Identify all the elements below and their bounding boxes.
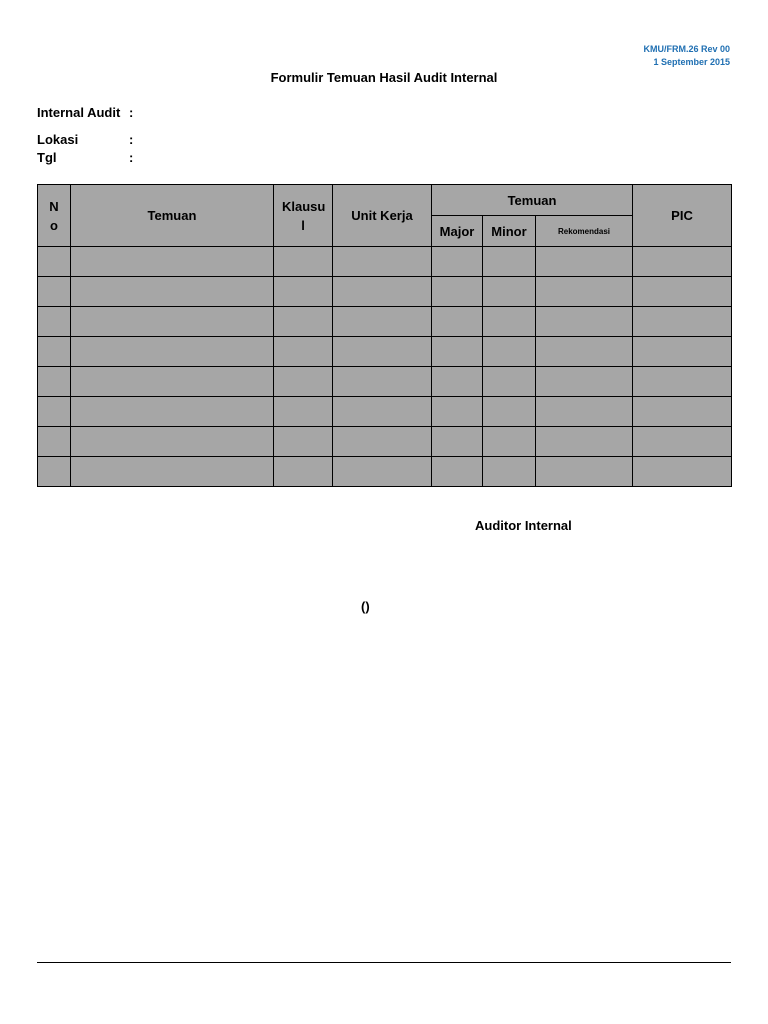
table-cell-klausul bbox=[274, 457, 333, 487]
table-cell-pic bbox=[633, 367, 732, 397]
table-row bbox=[38, 367, 732, 397]
table-row bbox=[38, 427, 732, 457]
document-date: 1 September 2015 bbox=[653, 57, 730, 67]
table-row bbox=[38, 457, 732, 487]
table-cell-unit-kerja bbox=[333, 397, 432, 427]
table-cell-major bbox=[432, 427, 483, 457]
field-label: Tgl bbox=[37, 150, 57, 165]
table-cell-minor bbox=[483, 307, 536, 337]
table-cell-unit-kerja bbox=[333, 427, 432, 457]
footer-divider bbox=[37, 962, 731, 963]
table-cell-klausul bbox=[274, 307, 333, 337]
table-row bbox=[38, 277, 732, 307]
table-row bbox=[38, 337, 732, 367]
table-cell-no bbox=[38, 457, 71, 487]
table-cell-no bbox=[38, 427, 71, 457]
table-cell-major bbox=[432, 337, 483, 367]
table-cell-temuan bbox=[71, 337, 274, 367]
table-cell-pic bbox=[633, 457, 732, 487]
column-header-major: Major bbox=[432, 216, 483, 247]
field-colon: : bbox=[129, 132, 134, 147]
table-cell-minor bbox=[483, 427, 536, 457]
table-cell-rekomendasi bbox=[536, 337, 633, 367]
table-cell-rekomendasi bbox=[536, 367, 633, 397]
field-colon: : bbox=[129, 105, 134, 120]
table-cell-no bbox=[38, 337, 71, 367]
table-cell-temuan bbox=[71, 457, 274, 487]
table-cell-temuan bbox=[71, 307, 274, 337]
table-cell-pic bbox=[633, 277, 732, 307]
signature-name: () bbox=[361, 599, 370, 614]
column-header-rekomendasi: Rekomendasi bbox=[536, 216, 633, 247]
field-lokasi bbox=[37, 132, 133, 147]
field-label: Lokasi bbox=[37, 132, 79, 147]
field-tgl bbox=[37, 150, 133, 165]
table-cell-pic bbox=[633, 247, 732, 277]
table-cell-rekomendasi bbox=[536, 247, 633, 277]
table-cell-major bbox=[432, 457, 483, 487]
table-cell-rekomendasi bbox=[536, 397, 633, 427]
table-cell-unit-kerja bbox=[333, 307, 432, 337]
table-cell-major bbox=[432, 277, 483, 307]
column-header-no: N o bbox=[38, 185, 71, 247]
table-cell-pic bbox=[633, 337, 732, 367]
column-header-temuan: Temuan bbox=[71, 185, 274, 247]
table-cell-temuan bbox=[71, 427, 274, 457]
table-cell-temuan bbox=[71, 367, 274, 397]
table-cell-rekomendasi bbox=[536, 277, 633, 307]
table-cell-pic bbox=[633, 397, 732, 427]
findings-table bbox=[37, 184, 732, 487]
table-row bbox=[38, 247, 732, 277]
table-cell-unit-kerja bbox=[333, 247, 432, 277]
table-cell-minor bbox=[483, 397, 536, 427]
table-cell-rekomendasi bbox=[536, 307, 633, 337]
table-cell-minor bbox=[483, 367, 536, 397]
table-cell-no bbox=[38, 307, 71, 337]
table-cell-major bbox=[432, 367, 483, 397]
table-cell-klausul bbox=[274, 367, 333, 397]
document-code: KMU/FRM.26 Rev 00 bbox=[643, 44, 730, 54]
column-header-pic: PIC bbox=[633, 185, 732, 247]
table-cell-minor bbox=[483, 277, 536, 307]
table-cell-no bbox=[38, 247, 71, 277]
table-cell-klausul bbox=[274, 247, 333, 277]
table-cell-major bbox=[432, 307, 483, 337]
table-cell-temuan bbox=[71, 277, 274, 307]
table-cell-unit-kerja bbox=[333, 337, 432, 367]
table-cell-pic bbox=[633, 307, 732, 337]
field-colon: : bbox=[129, 150, 134, 165]
column-header-klausul: Klausu l bbox=[274, 185, 333, 247]
document-reference bbox=[643, 43, 730, 69]
table-cell-minor bbox=[483, 457, 536, 487]
field-label: Internal Audit bbox=[37, 105, 121, 120]
table-cell-major bbox=[432, 247, 483, 277]
field-internal-audit bbox=[37, 105, 133, 120]
table-cell-unit-kerja bbox=[333, 367, 432, 397]
table-cell-klausul bbox=[274, 277, 333, 307]
table-cell-minor bbox=[483, 247, 536, 277]
table-cell-klausul bbox=[274, 337, 333, 367]
table-cell-rekomendasi bbox=[536, 427, 633, 457]
table-cell-klausul bbox=[274, 427, 333, 457]
table-cell-major bbox=[432, 397, 483, 427]
table-cell-no bbox=[38, 367, 71, 397]
form-title: Formulir Temuan Hasil Audit Internal bbox=[270, 70, 498, 85]
table-cell-unit-kerja bbox=[333, 277, 432, 307]
table-cell-no bbox=[38, 277, 71, 307]
table-row bbox=[38, 397, 732, 427]
table-cell-temuan bbox=[71, 397, 274, 427]
column-group-temuan: Temuan bbox=[432, 185, 633, 216]
table-cell-unit-kerja bbox=[333, 457, 432, 487]
table-row bbox=[38, 307, 732, 337]
table-cell-klausul bbox=[274, 397, 333, 427]
table-cell-no bbox=[38, 397, 71, 427]
table-cell-temuan bbox=[71, 247, 274, 277]
table-body bbox=[38, 247, 732, 487]
table-cell-pic bbox=[633, 427, 732, 457]
signature-role: Auditor Internal bbox=[475, 518, 572, 533]
column-header-unit-kerja: Unit Kerja bbox=[333, 185, 432, 247]
table-cell-minor bbox=[483, 337, 536, 367]
column-header-minor: Minor bbox=[483, 216, 536, 247]
table-cell-rekomendasi bbox=[536, 457, 633, 487]
